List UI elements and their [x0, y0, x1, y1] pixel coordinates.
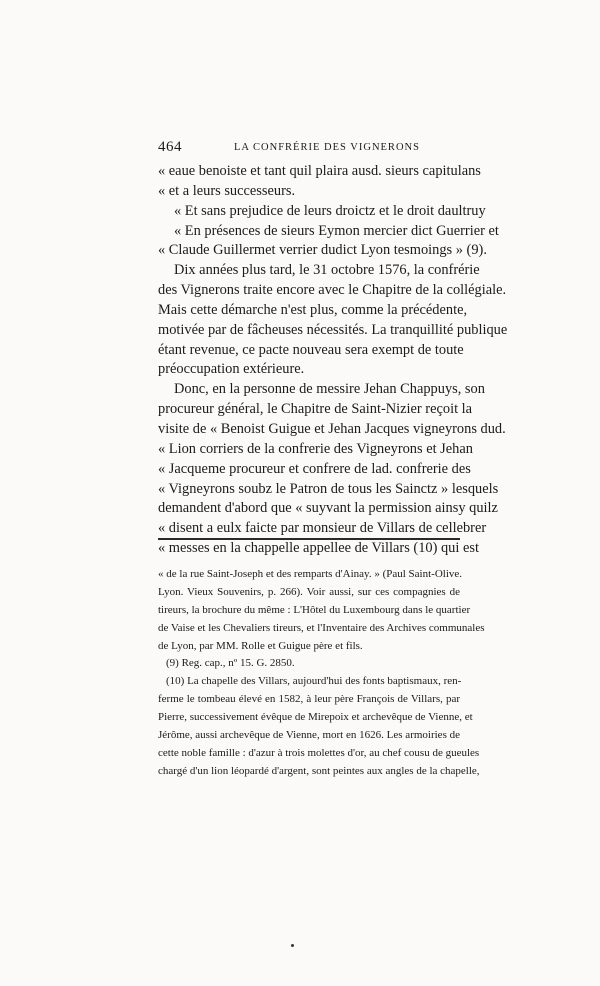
body-line: préoccupation extérieure.: [158, 361, 305, 378]
body-line: Donc, en la personne de messire Jehan Chappuys, son: [174, 381, 485, 398]
body-line: « Lion corriers de la confrerie des Vigneyrons et Jehan: [158, 440, 473, 457]
body-line: « disent a eulx faicte par monsieur de Villars de cellebrer: [158, 520, 487, 537]
footnote-line: Jérôme, aussi archevêque de Vienne, mort en 1626. Les armoiries de: [158, 729, 460, 742]
footnote-line: cette noble famille : d'azur à trois molettes d'or, au chef cousu de gueules: [158, 746, 480, 759]
footnote-line: (10) La chapelle des Villars, aujourd'hui des fonts baptismaux, ren-: [166, 675, 462, 688]
body-line: « En présences de sieurs Eymon mercier dict Guerrier et: [174, 222, 499, 239]
body-line: « Vigneyrons soubz le Patron de tous les Sainctz » lesquels: [158, 480, 499, 497]
body-line: « et a leurs successeurs.: [158, 182, 296, 199]
body-line: étant revenue, ce pacte nouveau sera exempt de toute: [158, 341, 464, 358]
body-line: procureur général, le Chapitre de Saint-Nizier reçoit la: [158, 401, 473, 418]
body-line: visite de « Benoist Guigue et Jehan Jacques vigneyrons dud.: [158, 420, 506, 437]
footnote-line: de Lyon, par MM. Rolle et Guigue père et fils.: [158, 639, 363, 652]
body-text: [158, 162, 508, 559]
footnote-line: ferme le tombeau élevé en 1582, à leur père François de Villars, par: [158, 693, 460, 706]
body-line: motivée par de fâcheuses nécessités. La tranquillité publique: [158, 321, 508, 338]
page-number: 464: [158, 139, 182, 155]
footnote-line: « de la rue Saint-Joseph et des remparts d'Ainay. » (Paul Saint-Olive.: [158, 568, 463, 580]
footnote-separator: [158, 538, 460, 540]
body-line: « Jacqueme procureur et confrere de lad. confrerie des: [158, 460, 471, 477]
footnote-line: Lyon. Vieux Souvenirs, p. 266). Voir aussi, sur ces compagnies de: [158, 585, 460, 598]
footnote-line: (9) Reg. cap., nº 15. G. 2850.: [166, 657, 295, 670]
footnote-line: chargé d'un lion léopardé d'argent, sont peintes aux angles de la chapelle,: [158, 764, 480, 777]
footnotes: [158, 566, 485, 781]
body-line: « Et sans prejudice de leurs droictz et le droit daultruy: [174, 202, 486, 219]
body-line: demandent d'abord que « suyvant la permission ainsy quilz: [158, 500, 498, 517]
page-header: [158, 140, 460, 156]
body-line: « messes en la chappelle appellee de Villars (10) qui est: [158, 540, 479, 557]
body-line: des Vignerons traite encore avec le Chapitre de la collégiale.: [158, 282, 507, 299]
body-line: « Claude Guillermet verrier dudict Lyon tesmoings » (9).: [158, 242, 487, 259]
body-line: Mais cette démarche n'est plus, comme la précédente,: [158, 301, 468, 318]
printer-mark: [291, 944, 294, 947]
running-head: LA CONFRÉRIE DES VIGNERONS: [234, 142, 420, 153]
footnote-line: Pierre, successivement évêque de Mirepoix et archevêque de Vienne, et: [158, 711, 473, 724]
body-line: « eaue benoiste et tant quil plaira ausd. sieurs capitulans: [158, 163, 481, 179]
body-line: Dix années plus tard, le 31 octobre 1576, la confrérie: [174, 262, 480, 279]
footnote-line: tireurs, la brochure du même : L'Hôtel du Luxembourg dans le quartier: [158, 603, 471, 616]
footnote-line: de Vaise et les Chevaliers tireurs, et l'Inventaire des Archives communales: [158, 621, 485, 634]
